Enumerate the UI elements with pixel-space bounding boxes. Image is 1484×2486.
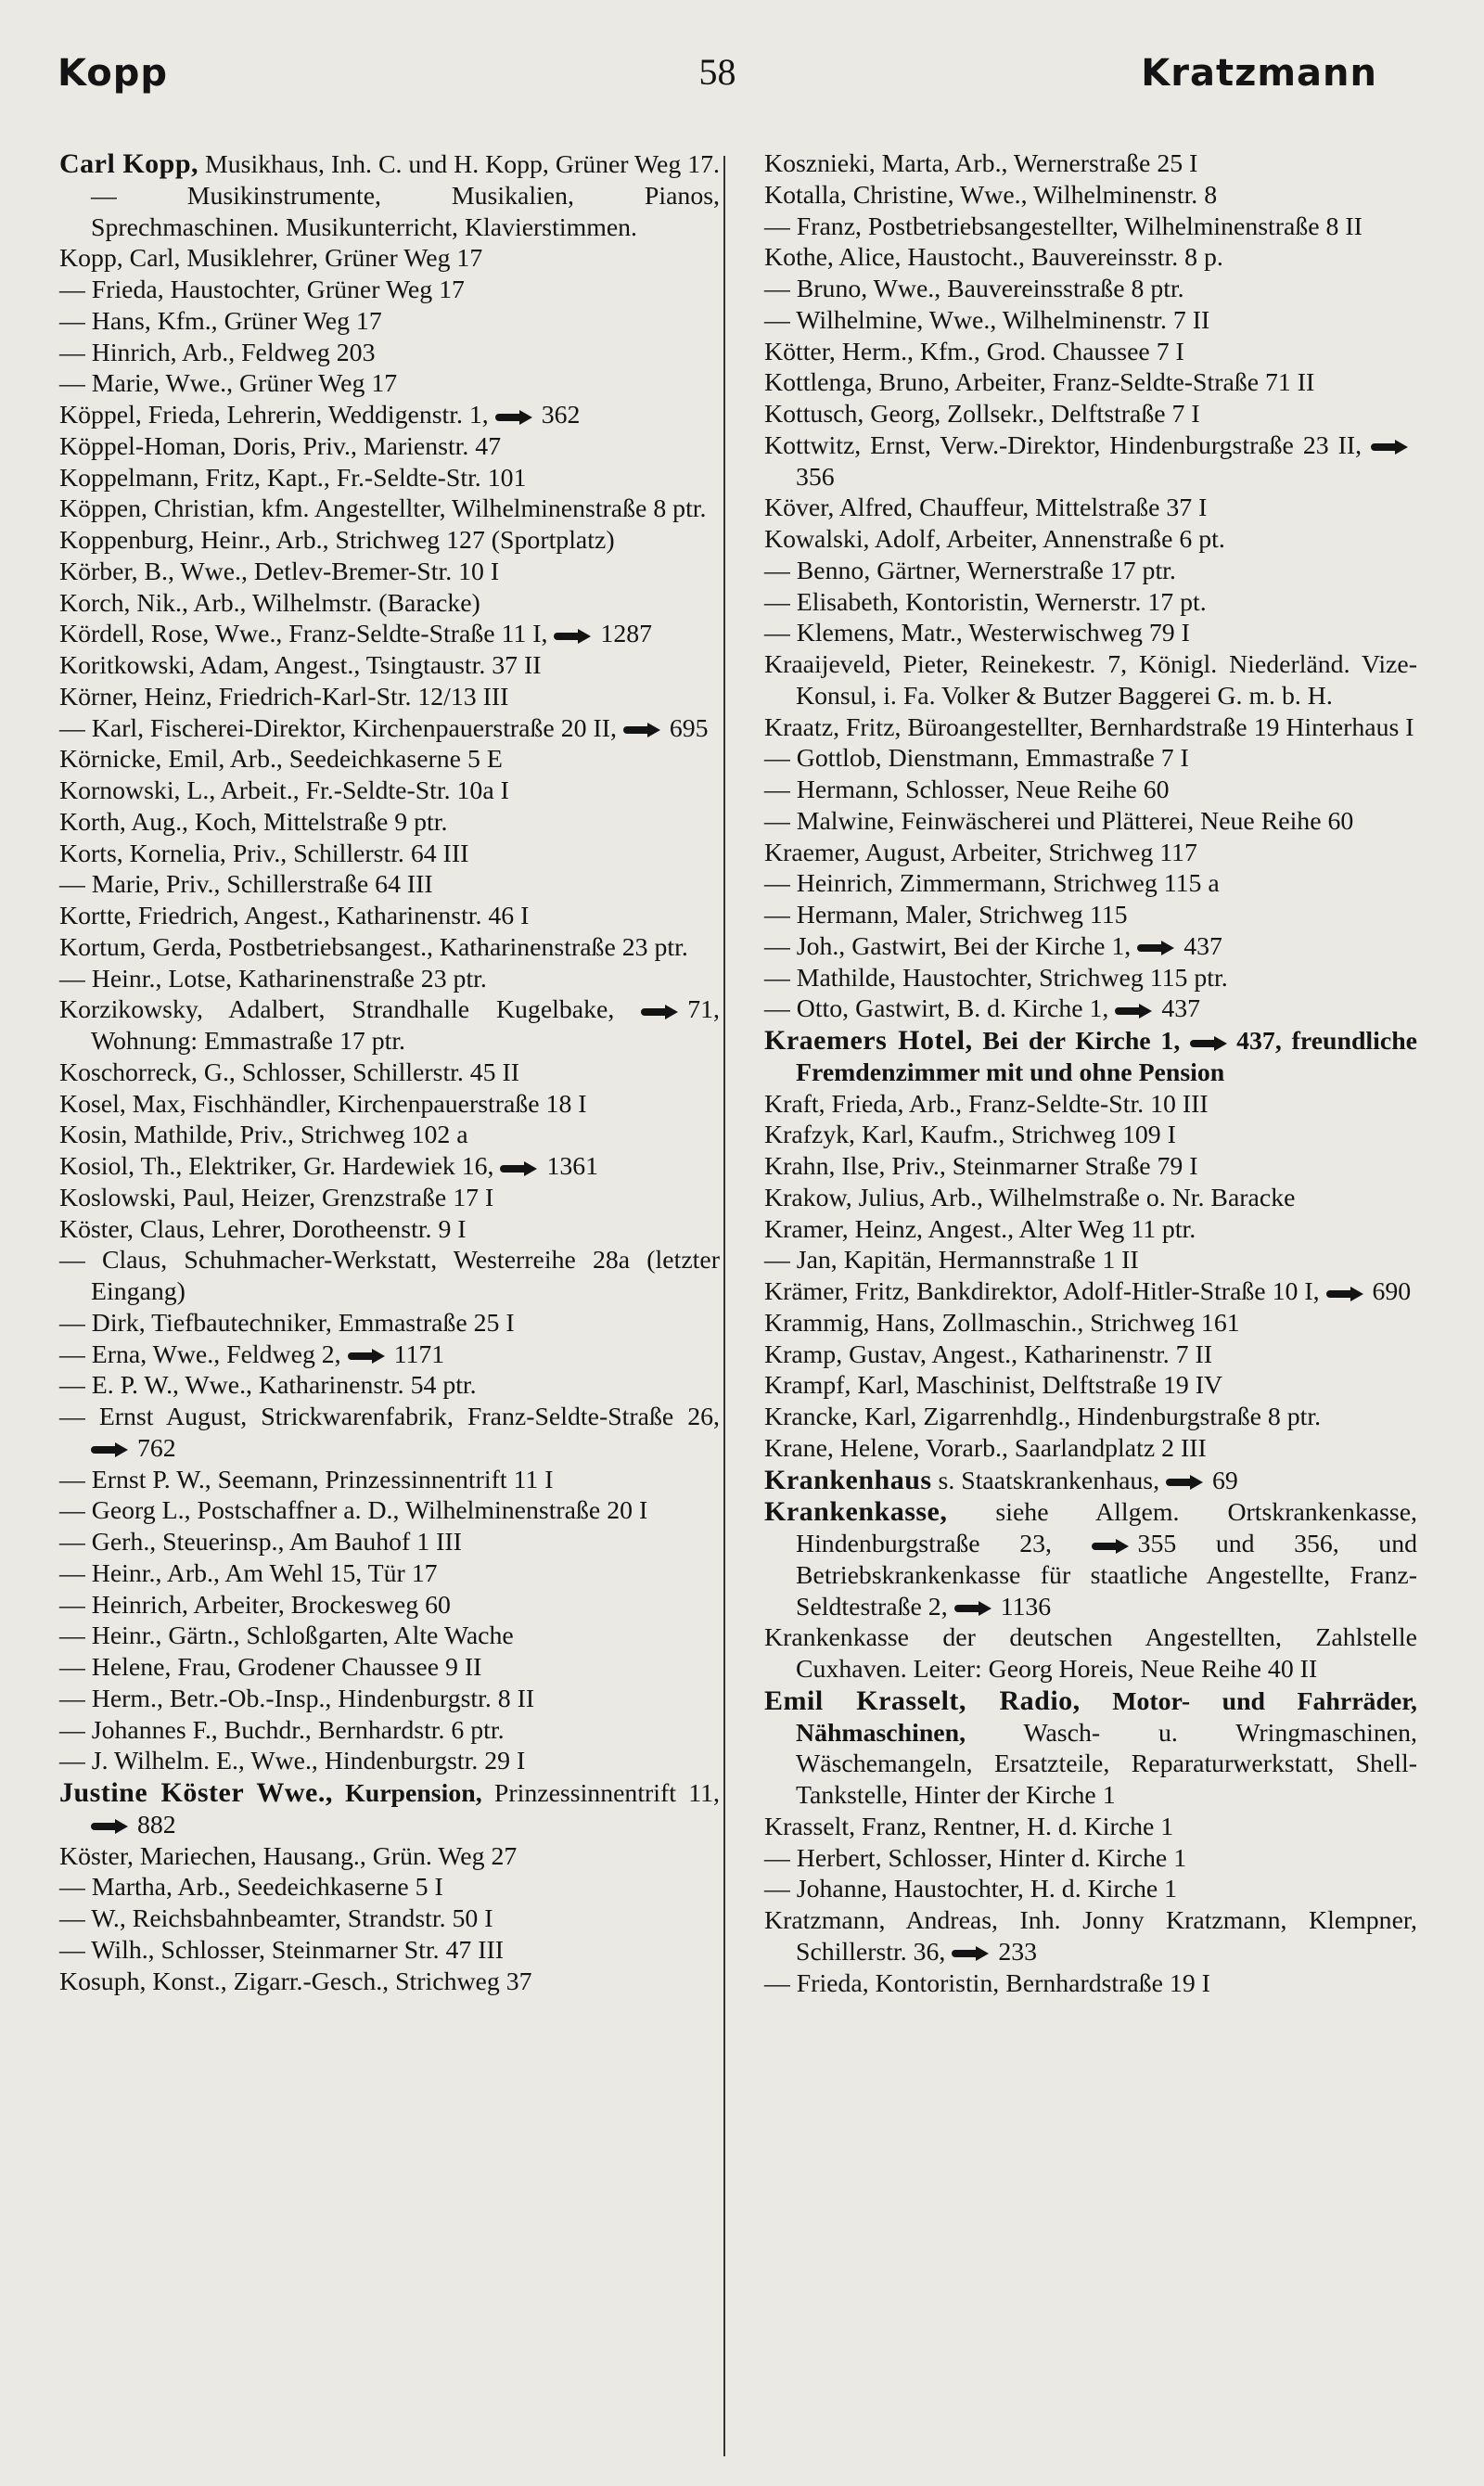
telephone-icon — [1190, 1038, 1229, 1049]
entry-text: Korth, Aug., Koch, Mittelstraße 9 ptr. — [59, 807, 448, 837]
telephone-icon — [623, 724, 662, 736]
entry-text: Wasch- u. Wringmaschinen, Wäschemangeln, Ersatzteile, Reparaturwerkstatt, Shell-Tankstelle, Hinter der Kirche 1 — [796, 1718, 1417, 1810]
entry-text: Kördell, Rose, Wwe., Franz-Seldte-Straße 11 I, — [59, 620, 548, 649]
entry-text: Krampf, Karl, Maschinist, Delftstraße 19 IV — [764, 1371, 1223, 1401]
directory-entry — [59, 1089, 720, 1121]
telephone-icon — [1326, 1288, 1365, 1300]
entry-text: Krammig, Hans, Zollmaschin., Strichweg 161 — [764, 1308, 1240, 1338]
entry-text: — W., Reichsbahnbeamter, Strandstr. 50 I — [59, 1904, 493, 1933]
directory-entry — [59, 1527, 720, 1558]
directory-entry — [764, 180, 1417, 211]
directory-entry — [764, 775, 1417, 806]
entry-text: — Hermann, Maler, Strichweg 115 — [764, 901, 1128, 929]
phone-number: 355 — [1137, 1530, 1177, 1558]
directory-entry — [59, 275, 720, 306]
directory-entry — [764, 1465, 1417, 1497]
entry-text: Körber, B., Wwe., Detlev-Bremer-Str. 10 I — [59, 557, 500, 586]
entry-business-bold: Kurpension, — [332, 1779, 482, 1808]
entry-text: Krasselt, Franz, Rentner, H. d. Kirche 1 — [764, 1812, 1174, 1841]
directory-entry — [59, 557, 720, 588]
directory-entry — [59, 619, 720, 650]
directory-entry — [764, 712, 1417, 744]
directory-entry — [59, 306, 720, 338]
entry-text: — Karl, Fischerei-Direktor, Kirchenpauerstraße 20 II, — [59, 713, 617, 743]
entry-text: — Joh., Gastwirt, Bei der Kirche 1, — [764, 931, 1132, 961]
entry-text: Prinzessinnentrift 11, — [481, 1779, 720, 1808]
entry-text: — Heinr., Arb., Am Wehl 15, Tür 17 — [59, 1558, 438, 1588]
entry-text: — Claus, Schuhmacher-Werkstatt, Westerreihe 28a (letzter Eingang) — [59, 1246, 720, 1306]
entry-text: Koschorreck, G., Schlosser, Schillerstr. 45 II — [59, 1057, 520, 1087]
directory-entry — [59, 1903, 720, 1935]
entry-text: — Franz, Postbetriebsangestellter, Wilhelminenstraße 8 II — [764, 211, 1362, 241]
entry-text: — Otto, Gastwirt, B. d. Kirche 1, — [764, 994, 1109, 1024]
entry-text: — Wilh., Schlosser, Steinmarner Str. 47 III — [59, 1935, 505, 1965]
entry-text: Krafzyk, Karl, Kaufm., Strichweg 109 I — [764, 1121, 1176, 1150]
directory-entry — [59, 1590, 720, 1621]
directory-entry — [764, 430, 1417, 493]
entry-text: — Malwine, Feinwäscherei und Plätterei, Neue Reihe 60 — [764, 806, 1354, 836]
entry-text: — Hans, Kfm., Grüner Weg 17 — [59, 306, 382, 336]
entry-name-bold: Justine Köster Wwe., — [59, 1777, 333, 1808]
entry-text: Koppenburg, Heinr., Arb., Strichweg 127 (Sportplatz) — [59, 526, 615, 555]
directory-entry — [764, 1245, 1417, 1276]
entry-text: Krahn, Ilse, Priv., Steinmarner Straße 79 I — [764, 1152, 1198, 1181]
phone-number: 1361 — [546, 1152, 599, 1181]
entry-text: Köppel, Frieda, Lehrerin, Weddigenstr. 1, — [59, 401, 489, 429]
telephone-icon — [91, 1821, 130, 1832]
directory-entry — [59, 1214, 720, 1246]
directory-entry — [59, 1872, 720, 1903]
directory-entry — [59, 901, 720, 932]
directory-entry — [764, 743, 1417, 775]
entry-text: — Bruno, Wwe., Bauvereinsstraße 8 ptr. — [764, 275, 1184, 303]
telephone-icon — [495, 412, 534, 423]
directory-entry — [59, 869, 720, 901]
phone-number: 1287 — [600, 620, 653, 649]
directory-entry — [59, 1652, 720, 1684]
directory-entry — [764, 868, 1417, 900]
entry-name-bold: Kraemers Hotel, — [764, 1025, 973, 1056]
telephone-icon — [1371, 442, 1410, 453]
telephone-icon — [348, 1351, 387, 1362]
entry-text: — Herbert, Schlosser, Hinter d. Kirche 1 — [764, 1843, 1187, 1873]
directory-entry — [764, 1089, 1417, 1121]
phone-number: 362 — [541, 401, 581, 429]
directory-entry — [59, 807, 720, 839]
telephone-icon — [91, 1444, 130, 1455]
entry-text: siehe Allgem. Ortskrankenkasse, Hindenburgstraße 23, — [796, 1498, 1417, 1558]
entry-text: Kraemer, August, Arbeiter, Strichweg 117 — [764, 838, 1197, 867]
directory-entry — [59, 1402, 720, 1465]
directory-entry — [59, 463, 720, 494]
phone-number: 437 — [1236, 1027, 1275, 1056]
entry-business-bold: Motor- und Fahrräder, Nähmaschinen, — [796, 1686, 1417, 1748]
entry-text: Krakow, Julius, Arb., Wilhelmstraße o. Nr. Baracke — [764, 1183, 1296, 1212]
directory-entry — [59, 1495, 720, 1527]
phone-number: 1171 — [393, 1339, 445, 1369]
directory-entry — [764, 1622, 1417, 1685]
phone-number: 71 — [687, 995, 714, 1025]
directory-entry — [59, 588, 720, 620]
entry-text: s. Staatskrankenhaus, — [931, 1466, 1160, 1495]
directory-entry — [764, 900, 1417, 931]
directory-entry — [59, 243, 720, 275]
entry-text: — Hermann, Schlosser, Neue Reihe 60 — [764, 775, 1170, 804]
left-column — [59, 148, 720, 1997]
directory-entry — [764, 806, 1417, 838]
entry-text: — Gottlob, Dienstmann, Emmastraße 7 I — [764, 744, 1189, 774]
directory-entry — [764, 367, 1417, 399]
directory-entry — [764, 1905, 1417, 1968]
entry-text: Kowalski, Adolf, Arbeiter, Annenstraße 6 pt. — [764, 525, 1225, 554]
directory-entry — [764, 1874, 1417, 1905]
entry-text-continued: , freundliche Fremdenzimmer mit und ohne Pension — [796, 1027, 1417, 1087]
column-divider — [723, 156, 725, 2456]
entry-text: Krane, Helene, Vorarb., Saarlandplatz 2 III — [764, 1433, 1207, 1463]
directory-entry — [764, 1183, 1417, 1214]
directory-entry — [59, 400, 720, 431]
entry-text: Kramer, Heinz, Angest., Alter Weg 11 ptr. — [764, 1214, 1196, 1244]
entry-name-bold: Carl Kopp, — [59, 148, 199, 179]
entry-text: — Dirk, Tiefbautechniker, Emmastraße 25 I — [59, 1308, 515, 1338]
phone-number: 762 — [137, 1433, 176, 1463]
entry-text: — Hinrich, Arb., Feldweg 203 — [59, 338, 376, 367]
directory-entry — [59, 493, 720, 525]
entry-text: — Elisabeth, Kontoristin, Wernerstr. 17 pt. — [764, 587, 1207, 617]
entry-text: Krankenkasse der deutschen Angestellten, Zahlstelle Cuxhaven. Leiter: Georg Horeis, Neue Reihe 40 II — [764, 1623, 1417, 1684]
entry-text: Kosiol, Th., Elektriker, Gr. Hardewiek 16, — [59, 1152, 494, 1181]
directory-entry — [59, 525, 720, 557]
directory-entry — [764, 1812, 1417, 1843]
directory-entry — [764, 1370, 1417, 1402]
entry-text: — Frieda, Kontoristin, Bernhardstraße 19 I — [764, 1968, 1210, 1998]
directory-entry — [59, 1151, 720, 1183]
entry-text: Krancke, Karl, Zigarrenhdlg., Hindenburgstraße 8 ptr. — [764, 1403, 1322, 1431]
entry-text: — Erna, Wwe., Feldweg 2, — [59, 1339, 341, 1369]
entry-text: — Gerh., Steuerinsp., Am Bauhof 1 III — [59, 1528, 462, 1557]
directory-entry — [764, 1214, 1417, 1246]
entry-text: Korts, Kornelia, Priv., Schillerstr. 64 III — [59, 839, 469, 868]
entry-text: Korzikowsky, Adalbert, Strandhalle Kugelbake, — [59, 995, 615, 1025]
entry-text: — Johanne, Haustochter, H. d. Kirche 1 — [764, 1875, 1178, 1904]
page-header — [58, 52, 1377, 108]
entry-text: Kopp, Carl, Musiklehrer, Grüner Weg 17 — [59, 244, 483, 274]
entry-text: — Mathilde, Haustochter, Strichweg 115 ptr. — [764, 963, 1228, 993]
phone-number: 437 — [1161, 994, 1201, 1024]
entry-text: Köster, Claus, Lehrer, Dorotheenstr. 9 I — [59, 1214, 467, 1244]
directory-entry — [764, 618, 1417, 649]
directory-entry — [59, 1245, 720, 1308]
entry-text: Körner, Heinz, Friedrich-Karl-Str. 12/13 III — [59, 682, 509, 711]
telephone-icon — [641, 1006, 680, 1018]
directory-entry — [764, 556, 1417, 587]
entry-text: — Johannes F., Buchdr., Bernhardstr. 6 ptr. — [59, 1715, 505, 1745]
entry-text: — Herm., Betr.-Ob.-Insp., Hindenburgstr. 8 II — [59, 1684, 535, 1713]
directory-entry — [59, 1684, 720, 1715]
directory-entry — [764, 524, 1417, 556]
phone-number: 233 — [998, 1937, 1038, 1967]
entry-text: Kotalla, Christine, Wwe., Wilhelminenstr. 8 — [764, 180, 1218, 210]
telephone-icon — [1115, 1006, 1154, 1017]
directory-entry — [59, 1057, 720, 1089]
directory-entry — [764, 963, 1417, 994]
entry-text: Kornowski, L., Arbeit., Fr.-Seldte-Str. 10a I — [59, 776, 509, 805]
directory-entry — [59, 994, 720, 1057]
directory-entry — [59, 964, 720, 995]
directory-entry — [59, 839, 720, 870]
directory-entry — [764, 1151, 1417, 1183]
telephone-icon — [952, 1948, 991, 1959]
entry-text: Kramp, Gustav, Angest., Katharinenstr. 7 II — [764, 1339, 1212, 1369]
directory-entry — [59, 1715, 720, 1747]
telephone-icon — [1137, 942, 1176, 954]
entry-text: Koppelmann, Fritz, Kapt., Fr.-Seldte-Str. 101 — [59, 463, 527, 493]
entry-name-bold: Krankenhaus — [764, 1464, 932, 1495]
entry-text: — Martha, Arb., Seedeichkaserne 5 I — [59, 1873, 443, 1903]
phone-number: 356 — [796, 462, 835, 492]
entry-text: Körnicke, Emil, Arb., Seedeichkaserne 5 E — [59, 745, 503, 775]
entry-text: — Heinrich, Arbeiter, Brockesweg 60 — [59, 1590, 451, 1620]
entry-text: Köver, Alfred, Chauffeur, Mittelstraße 37 I — [764, 493, 1208, 523]
directory-entry — [59, 1465, 720, 1496]
directory-entry — [764, 1496, 1417, 1622]
entry-text: — Frieda, Haustochter, Grüner Weg 17 — [59, 276, 465, 304]
directory-entry — [59, 1746, 720, 1777]
directory-entry — [59, 431, 720, 463]
header-last-name: Kratzmann — [1141, 52, 1377, 95]
entry-text: Kosznieki, Marta, Arb., Wernerstraße 25 I — [764, 149, 1198, 178]
entry-text: — Marie, Priv., Schillerstraße 64 III — [59, 870, 433, 900]
directory-entry — [59, 744, 720, 775]
directory-entry — [59, 1777, 720, 1841]
telephone-icon — [1092, 1541, 1131, 1552]
entry-business-bold: Bei der Kirche 1, — [972, 1027, 1181, 1056]
directory-entry — [764, 838, 1417, 869]
entry-text: — Heinr., Gärtn., Schloßgarten, Alte Wache — [59, 1621, 514, 1651]
telephone-icon — [554, 631, 593, 642]
entry-text-continued: und 356, und Betriebskrankenkasse für staatliche Angestellte, Franz-Seldtestraße 2, — [796, 1530, 1417, 1621]
telephone-icon — [500, 1163, 539, 1174]
entry-text: Kottusch, Georg, Zollsekr., Delftstraße 7 I — [764, 400, 1200, 429]
entry-text: — Marie, Wwe., Grüner Weg 17 — [59, 369, 398, 399]
entry-text: Kothe, Alice, Haustocht., Bauvereinsstr. 8 p. — [764, 243, 1223, 273]
directory-entry — [764, 399, 1417, 430]
directory-entry — [764, 1276, 1417, 1308]
entry-text: Kosuph, Konst., Zigarr.-Gesch., Strichweg 37 — [59, 1967, 532, 1996]
entry-text: Kortum, Gerda, Postbetriebsangest., Katharinenstraße 23 ptr. — [59, 932, 688, 962]
directory-entry — [764, 148, 1417, 180]
directory-entry — [59, 368, 720, 400]
entry-text: — Georg L., Postschaffner a. D., Wilhelminenstraße 20 I — [59, 1496, 648, 1526]
directory-entry — [764, 1402, 1417, 1433]
entry-text: Kraaijeveld, Pieter, Reinekestr. 7, Königl. Niederländ. Vize-Konsul, i. Fa. Volker & Butzer Baggerei G. m. b. H. — [764, 650, 1417, 711]
entry-text: Musikhaus, Inh. C. und H. Kopp, Grüner Weg 17. — Musikinstrumente, Musikalien, Pianos, Sprechmaschinen. Musikunterricht, Klavierstimmen. — [91, 150, 720, 242]
entry-text: Korch, Nik., Arb., Wilhelmstr. (Baracke) — [59, 588, 480, 618]
entry-text: Kraatz, Fritz, Büroangestellter, Bernhardstraße 19 Hinterhaus I — [764, 712, 1414, 742]
directory-entry — [59, 932, 720, 964]
entry-text: Koslowski, Paul, Heizer, Grenzstraße 17 I — [59, 1183, 494, 1212]
directory-entry — [764, 1685, 1417, 1812]
entry-text: — Ernst P. W., Seemann, Prinzessinnentrift 11 I — [59, 1465, 554, 1494]
phone-number: 1136 — [1000, 1592, 1052, 1621]
phone-number: 69 — [1212, 1466, 1238, 1495]
directory-entry — [764, 587, 1417, 619]
entry-text: — Benno, Gärtner, Wernerstraße 17 ptr. — [764, 556, 1176, 585]
directory-entry — [764, 242, 1417, 274]
entry-text: — Klemens, Matr., Westerwischweg 79 I — [764, 619, 1190, 648]
entry-text: — Heinrich, Zimmermann, Strichweg 115 a — [764, 869, 1220, 899]
telephone-icon — [1166, 1477, 1205, 1488]
entry-text: — Ernst August, Strickwarenfabrik, Franz-Seldte-Straße 26, — [59, 1403, 720, 1431]
entry-text: Kratzmann, Andreas, Inh. Jonny Kratzmann, Klempner, Schillerstr. 36, — [764, 1906, 1417, 1967]
entry-text: Köppen, Christian, kfm. Angestellter, Wilhelminenstraße 8 ptr. — [59, 494, 707, 524]
entry-text: — Jan, Kapitän, Hermannstraße 1 II — [764, 1246, 1139, 1275]
directory-entry — [764, 993, 1417, 1025]
entry-text: Köppel-Homan, Doris, Priv., Marienstr. 47 — [59, 431, 502, 461]
directory-entry — [59, 1621, 720, 1652]
directory-entry — [764, 1843, 1417, 1875]
entry-text: Kosin, Mathilde, Priv., Strichweg 102 a — [59, 1121, 468, 1150]
directory-entry — [59, 1558, 720, 1590]
entry-text: Köster, Mariechen, Hausang., Grün. Weg 27 — [59, 1841, 518, 1871]
directory-entry — [764, 649, 1417, 712]
directory-entry — [59, 1120, 720, 1151]
phone-number: 690 — [1372, 1277, 1412, 1306]
directory-entry — [764, 305, 1417, 337]
directory-entry — [59, 682, 720, 713]
directory-entry — [764, 1433, 1417, 1465]
directory-entry — [764, 337, 1417, 368]
directory-entry — [59, 1308, 720, 1339]
header-first-name: Kopp — [58, 52, 169, 95]
directory-entry — [764, 1339, 1417, 1371]
directory-entry — [59, 1967, 720, 1998]
entry-text: — Helene, Frau, Grodener Chaussee 9 II — [59, 1653, 482, 1682]
directory-entry — [59, 148, 720, 243]
entry-text: Kosel, Max, Fischhändler, Kirchenpauerstraße 18 I — [59, 1089, 587, 1119]
directory-entry — [764, 211, 1417, 243]
entry-name-bold: Krankenkasse, — [764, 1496, 948, 1528]
entry-text: Kötter, Herm., Kfm., Grod. Chaussee 7 I — [764, 337, 1184, 366]
entry-text: Kottwitz, Ernst, Verw.-Direktor, Hindenburgstraße 23 II, — [764, 430, 1362, 460]
entry-text: Krämer, Fritz, Bankdirektor, Adolf-Hitler-Straße 10 I, — [764, 1277, 1320, 1306]
entry-text: — J. Wilhelm. E., Wwe., Hindenburgstr. 29 I — [59, 1747, 526, 1776]
entry-text-continued: , Wohnung: Emmastraße 17 ptr. — [91, 995, 720, 1056]
entry-text: Kraft, Frieda, Arb., Franz-Seldte-Str. 10 III — [764, 1089, 1209, 1119]
directory-entry — [59, 1370, 720, 1402]
directory-entry — [59, 1841, 720, 1873]
phone-number: 695 — [669, 713, 709, 743]
directory-entry — [59, 1183, 720, 1214]
entry-name-bold: Emil Krasselt, Radio, — [764, 1685, 1081, 1716]
directory-entry — [764, 1120, 1417, 1151]
directory-entry — [764, 931, 1417, 963]
entry-text: Kortte, Friedrich, Angest., Katharinenstr. 46 I — [59, 902, 530, 930]
entry-text: Kottlenga, Bruno, Arbeiter, Franz-Seldte-Straße 71 II — [764, 368, 1315, 398]
directory-entry — [59, 650, 720, 682]
directory-entry — [59, 775, 720, 807]
directory-entry — [59, 1935, 720, 1967]
directory-entry — [764, 1308, 1417, 1339]
directory-entry — [59, 713, 720, 745]
phone-number: 882 — [137, 1810, 176, 1839]
directory-entry — [764, 493, 1417, 524]
directory-entry — [764, 1025, 1417, 1089]
entry-text: Koritkowski, Adam, Angest., Tsingtaustr. 37 II — [59, 651, 542, 680]
entry-text: — E. P. W., Wwe., Katharinenstr. 54 ptr. — [59, 1371, 477, 1401]
directory-entry — [764, 1968, 1417, 2000]
telephone-icon — [954, 1603, 993, 1614]
directory-entry — [764, 274, 1417, 305]
entry-text: — Heinr., Lotse, Katharinenstraße 23 ptr. — [59, 964, 487, 993]
page-number: 58 — [698, 51, 736, 93]
phone-number: 437 — [1183, 931, 1222, 961]
directory-entry — [59, 1339, 720, 1371]
entry-text: — Wilhelmine, Wwe., Wilhelminenstr. 7 II — [764, 305, 1210, 335]
directory-entry — [59, 338, 720, 369]
right-column — [764, 148, 1417, 1999]
